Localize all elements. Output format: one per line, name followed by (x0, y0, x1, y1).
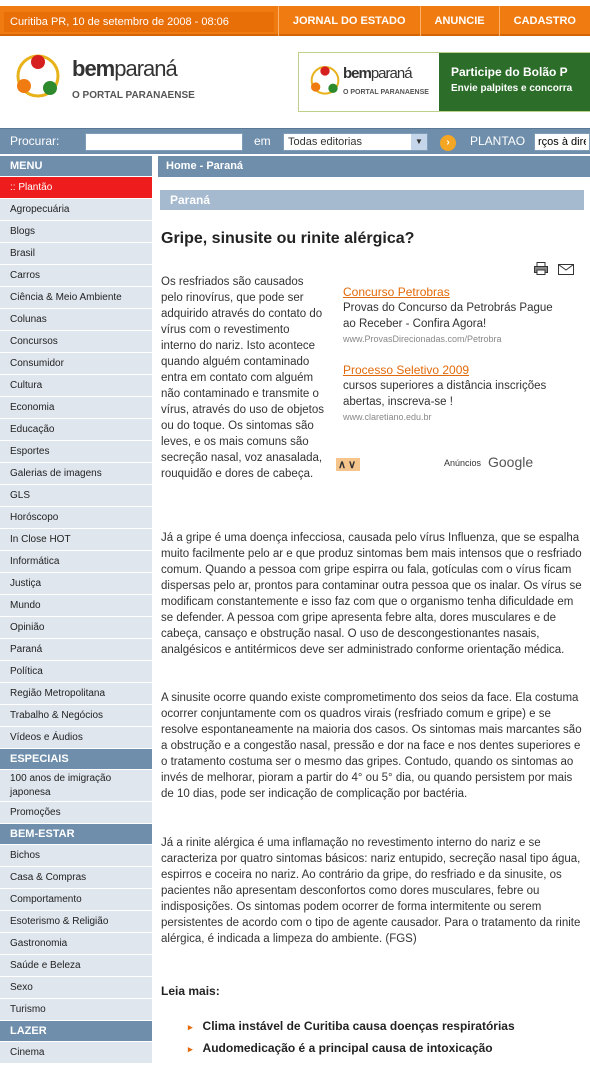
sidebar-item-politica[interactable]: Política (0, 661, 152, 683)
ads-nav-arrows[interactable]: ∧∨ (338, 459, 359, 471)
sidebar-item-imigracao-japonesa[interactable]: 100 anos de imigração japonesa (0, 770, 152, 802)
banner-brand: bemparaná (343, 65, 412, 82)
sidebar-item-sexo[interactable]: Sexo (0, 977, 152, 999)
plantao-label: PLANTAO (470, 134, 526, 148)
banner-logo (299, 53, 439, 111)
sidebar-item-gastronomia[interactable]: Gastronomia (0, 933, 152, 955)
ad-headline[interactable]: Processo Seletivo 2009 (343, 363, 470, 377)
section-heading: Paraná (160, 190, 584, 210)
bullet-icon: ▸ (188, 1044, 193, 1054)
sidebar-item-blogs[interactable]: Blogs (0, 221, 152, 243)
bem-estar-heading: BEM-ESTAR (0, 824, 152, 845)
ads-label: Anúncios (444, 458, 482, 468)
logo-brand: bemparaná (72, 56, 177, 81)
sidebar-item-economia[interactable]: Economia (0, 397, 152, 419)
sidebar-item-bichos[interactable]: Bichos (0, 845, 152, 867)
article-paragraph: Já a gripe é uma doença infecciosa, causada pelo vírus Influenza, que se espalha muito facilmente pelo ar e que produz sintomas bem mais intensos que o resfriado comum. Quando a pessoa com gripe espirra ou fala, gotículas com o vírus ficam dispersas pelo ar, prontos para contaminar outra pessoa que os inalar. Os vírus se modificam constantemente e isso faz com que o organismo tenha dificuldade em se defender. A pessoa com gripe apresenta febre alta, dores musculares e de cabeça, cansaço e obstrução nasal. O uso de descongestionantes nasais, analgésicos e antitérmicos deve ser administrado conforme orientação médica. (161, 532, 582, 656)
ads-footer (336, 456, 532, 472)
sidebar-item-carros[interactable]: Carros (0, 265, 152, 287)
related-link[interactable]: ▸ Audomedicação é a principal causa de intoxicação (188, 1041, 493, 1055)
editoria-select[interactable] (283, 133, 428, 151)
especiais-heading: ESPECIAIS (0, 749, 152, 770)
menu-heading: MENU (0, 156, 152, 177)
ad-description: cursos superiores a distância inscrições abertas, inscreva-se ! (343, 380, 547, 408)
sidebar-item-parana[interactable]: Paraná (0, 639, 152, 661)
sidebar-item-agropecuaria[interactable]: Agropecuária (0, 199, 152, 221)
sidebar (0, 156, 152, 1064)
top-links (278, 6, 590, 36)
plantao-input[interactable] (534, 133, 590, 151)
ad-url[interactable]: www.ProvasDirecionadas.com/Petrobra (343, 334, 502, 344)
related-link[interactable]: ▸ Clima instável de Curitiba causa doenças respiratórias (188, 1019, 515, 1033)
search-input[interactable] (85, 133, 243, 151)
sidebar-item-casa-compras[interactable]: Casa & Compras (0, 867, 152, 889)
banner-line-2: Envie palpites e concorra (451, 83, 573, 94)
sidebar-item-justica[interactable]: Justiça (0, 573, 152, 595)
search-go-button[interactable]: › (440, 135, 456, 151)
sidebar-item-colunas[interactable]: Colunas (0, 309, 152, 331)
banner-text (439, 53, 590, 111)
sidebar-item-comportamento[interactable]: Comportamento (0, 889, 152, 911)
sidebar-item-opiniao[interactable]: Opinião (0, 617, 152, 639)
sidebar-item-horoscopo[interactable]: Horóscopo (0, 507, 152, 529)
link-anuncie[interactable]: ANUNCIE (420, 6, 499, 36)
sidebar-item-plantao[interactable]: :: Plantão (0, 177, 152, 199)
article-title: Gripe, sinusite ou rinite alérgica? (161, 230, 415, 247)
sidebar-item-informatica[interactable]: Informática (0, 551, 152, 573)
sidebar-item-in-close-hot[interactable]: In Close HOT (0, 529, 152, 551)
banner-line-1: Participe do Bolão P (451, 65, 568, 79)
sidebar-item-saude-beleza[interactable]: Saúde e Beleza (0, 955, 152, 977)
sidebar-item-educacao[interactable]: Educação (0, 419, 152, 441)
search-bar (0, 128, 590, 154)
top-bar (0, 6, 590, 36)
date-text: Curitiba PR, 10 de setembro de 2008 - 08:06 (4, 12, 274, 32)
sidebar-item-galerias[interactable]: Galerias de imagens (0, 463, 152, 485)
sidebar-item-esoterismo[interactable]: Esoterismo & Religião (0, 911, 152, 933)
sidebar-item-videos[interactable]: Vídeos e Áudios (0, 727, 152, 749)
sidebar-item-ciencia[interactable]: Ciência & Meio Ambiente (0, 287, 152, 309)
ad-headline[interactable]: Concurso Petrobras (343, 285, 450, 299)
link-cadastro[interactable]: CADASTRO (499, 6, 590, 36)
email-icon[interactable] (558, 264, 574, 275)
editoria-select-value: Todas editorias (288, 136, 362, 148)
search-label: Procurar: (10, 134, 60, 148)
sidebar-item-promocoes[interactable]: Promoções (0, 802, 152, 824)
article-paragraph: Já a rinite alérgica é uma inflamação no revestimento interno do nariz e se caracteriza por quatro sintomas básicos: nariz entupido, secreção nasal tipo água, espirros e coceira no nariz. Ao contrário da gripe, do resfriado e da sinusite, os pacientes não apresentam desconfortos como dores musculares, febre ou indisposições. Os sintomas podem ocorrer de forma intermitente ou serem persistentes de acordo com o tipo de agente causador. Para o tratamento da rinite alérgica, é indicada a limpeza do ambiente. (FGS) (161, 837, 581, 945)
sidebar-item-turismo[interactable]: Turismo (0, 999, 152, 1021)
article-paragraph: A sinusite ocorre quando existe comprometimento dos seios da face. Ela costuma ocorrer conjuntamente com os quadros virais (resfriado comum e gripe) e se resolve espontaneamente na maioria dos casos. Os sintomas mais marcantes são a obstrução e a congestão nasal, pressão e dor na face e nos dentes superiores e o tratamento costuma ser o mesmo das gripes. Contudo, quando os sintomas ao invés de melhorar, pioram a partir do 4° ou 5° dia, ou quando persistem por mais de 10 dias, pode ser indicação de complicação por bactéria. (161, 692, 582, 800)
leia-mais-heading: Leia mais: (161, 984, 220, 998)
google-logo[interactable]: Google (488, 454, 534, 470)
article-tools (534, 262, 576, 276)
ad-banner[interactable] (298, 52, 590, 112)
lazer-heading: LAZER (0, 1021, 152, 1042)
search-in-label: em (254, 134, 271, 148)
sidebar-item-mundo[interactable]: Mundo (0, 595, 152, 617)
bullet-icon: ▸ (188, 1022, 193, 1032)
chevron-down-icon: ▼ (411, 134, 427, 150)
print-icon[interactable] (534, 262, 548, 275)
ad-item[interactable] (343, 284, 563, 346)
logo-icon (10, 50, 66, 110)
sidebar-item-gls[interactable]: GLS (0, 485, 152, 507)
banner-tagline: O PORTAL PARANAENSE (343, 89, 429, 96)
sidebar-item-cultura[interactable]: Cultura (0, 375, 152, 397)
site-logo[interactable] (10, 50, 200, 112)
article-intro: Os resfriados são causados pelo rinovírus, que pode ser adquirido através do contato do vírus com o revestimento interno do nariz. Isto acontece quando alguém contaminado entra em contato com alguém não contaminado e transmite o vírus, através do uso de objetos ou do toque. Os sintomas são leves, e os mais comuns são secreção nasal, voz anasalada, rouquidão e dores de cabeça. (161, 276, 325, 480)
logo-tagline: O PORTAL PARANAENSE (72, 90, 195, 101)
sidebar-item-concursos[interactable]: Concursos (0, 331, 152, 353)
sidebar-item-consumidor[interactable]: Consumidor (0, 353, 152, 375)
sidebar-item-esportes[interactable]: Esportes (0, 441, 152, 463)
breadcrumb[interactable]: Home - Paraná (158, 156, 590, 177)
banner-logo-icon (305, 63, 345, 103)
google-ads (343, 284, 563, 440)
sidebar-item-cinema[interactable]: Cinema (0, 1042, 152, 1064)
sidebar-item-regiao-metropolitana[interactable]: Região Metropolitana (0, 683, 152, 705)
ad-description: Provas do Concurso da Petrobrás Pague ao Receber - Confira Agora! (343, 302, 553, 330)
ad-url[interactable]: www.claretiano.edu.br (343, 412, 432, 422)
link-jornal-do-estado[interactable]: JORNAL DO ESTADO (278, 6, 420, 36)
sidebar-item-trabalho[interactable]: Trabalho & Negócios (0, 705, 152, 727)
sidebar-item-brasil[interactable]: Brasil (0, 243, 152, 265)
ad-item[interactable] (343, 362, 563, 424)
